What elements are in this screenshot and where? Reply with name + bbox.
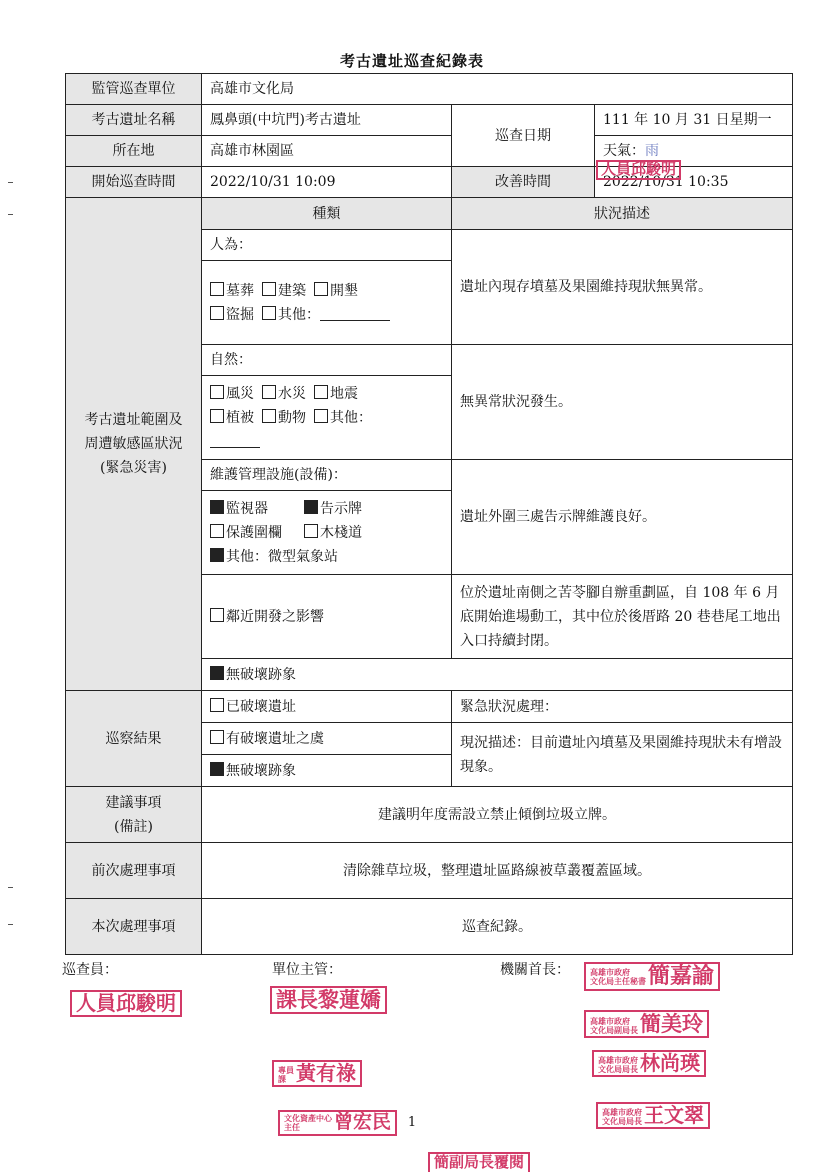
stamp-seal: 課長黎蓮嬌 (270, 986, 387, 1014)
document-title: 考古遺址巡查紀錄表 (339, 52, 484, 70)
checkbox[interactable] (210, 730, 224, 744)
checkbox[interactable] (210, 282, 224, 296)
checkbox-checked[interactable] (210, 500, 224, 514)
blank-line (320, 306, 390, 321)
stamp-seal: 高雄市政府 文化局局長 王文翠 (596, 1102, 710, 1129)
checkbox[interactable] (314, 409, 328, 423)
weather-value: 雨 (645, 143, 659, 159)
checkbox[interactable] (262, 385, 276, 399)
facility-desc: 遺址外圍三處告示牌維護良好。 (452, 460, 793, 575)
result-risk: 有破壞遺址之虞 (202, 723, 452, 755)
current-label: 本次處理事項 (66, 899, 202, 955)
checkbox[interactable] (314, 385, 328, 399)
checkbox-checked[interactable] (210, 548, 224, 562)
checkbox[interactable] (262, 409, 276, 423)
emergency-label: 緊急狀況處理： (452, 691, 793, 723)
improve-label: 改善時間 (452, 167, 595, 198)
human-label: 人為： (202, 230, 452, 261)
facility-options: 監視器 告示牌 保護圍欄 木棧道 其他：微型氣象站 (202, 491, 452, 575)
result-none: 無破壞跡象 (202, 755, 452, 787)
checkbox[interactable] (210, 698, 224, 712)
date-value: 111 年 10 月 31 日星期一 (595, 105, 793, 136)
unit-label: 監管巡查單位 (66, 74, 202, 105)
checkbox-checked[interactable] (304, 500, 318, 514)
blank-line (210, 433, 260, 448)
col-type: 種類 (202, 198, 452, 230)
checkbox-checked[interactable] (210, 666, 224, 680)
margin-mark (8, 887, 13, 888)
unit-value: 高雄市文化局 (202, 74, 793, 105)
result-label: 巡察結果 (66, 691, 202, 787)
inspector-label: 巡查員： (62, 962, 118, 978)
nature-desc: 無異常狀況發生。 (452, 345, 793, 460)
facility-label: 維護管理設施(設備)： (202, 460, 452, 491)
location-label: 所在地 (66, 136, 202, 167)
stamp-seal: 人員邱駿明 (70, 990, 182, 1017)
suggest-value: 建議明年度需設立禁止傾倒垃圾立牌。 (202, 787, 793, 843)
checkbox[interactable] (210, 524, 224, 538)
current-value: 巡查紀錄。 (202, 899, 793, 955)
improve-value: 2022/10/31 10:35 (595, 167, 793, 198)
checkbox[interactable] (262, 282, 276, 296)
result-damaged: 已破壞遺址 (202, 691, 452, 723)
checkbox[interactable] (210, 409, 224, 423)
start-value: 2022/10/31 10:09 (202, 167, 452, 198)
checkbox[interactable] (210, 306, 224, 320)
nearby-option: 鄰近開發之影響 (202, 575, 452, 659)
location-value: 高雄市林園區 (202, 136, 452, 167)
checkbox[interactable] (304, 524, 318, 538)
checkbox[interactable] (210, 608, 224, 622)
supervisor-label: 單位主管： (272, 962, 342, 978)
margin-mark (8, 924, 13, 925)
checkbox[interactable] (314, 282, 328, 296)
nature-options: 風災 水災 地震 植被 動物 其他： (202, 376, 452, 460)
col-desc: 狀況描述 (452, 198, 793, 230)
stamp-seal: 高雄市政府 文化局局長 林尚瑛 (592, 1050, 706, 1077)
status-section-label: 考古遺址範圍及 周遭敏感區狀況 (緊急災害) (66, 198, 202, 691)
stamp-seal: 高雄市政府 文化局主任秘書簡嘉諭 (584, 962, 720, 991)
start-label: 開始巡查時間 (66, 167, 202, 198)
nature-label: 自然： (202, 345, 452, 376)
nearby-desc: 位於遺址南側之苦苓腳自辦重劃區，自 108 年 6 月底開始進場動工，其中位於後厝路 20 巷巷尾工地出入口持續封閉。 (452, 575, 793, 659)
inspection-form (65, 73, 792, 953)
checkbox[interactable] (210, 385, 224, 399)
stamp-seal: 文化資產中心 主任 曾宏民 (278, 1110, 397, 1136)
site-label: 考古遺址名稱 (66, 105, 202, 136)
page-number: 1 (407, 1115, 417, 1130)
checkbox[interactable] (262, 306, 276, 320)
human-desc: 遺址內現存墳墓及果園維持現狀無異常。 (452, 230, 793, 345)
current-status: 現況描述：目前遺址內墳墓及果園維持現狀未有增設現象。 (452, 723, 793, 787)
checkbox-checked[interactable] (210, 762, 224, 776)
date-label: 巡查日期 (452, 105, 595, 167)
stamp-seal: 簡副局長覆閱 (428, 1152, 530, 1172)
weather-label: 天氣： (603, 143, 645, 159)
suggest-label: 建議事項 (備註) (66, 787, 202, 843)
previous-value: 清除雜草垃圾，整理遺址區路線被草叢覆蓋區域。 (202, 843, 793, 899)
site-value: 鳳鼻頭(中坑門)考古遺址 (202, 105, 452, 136)
chief-label: 機關首長： (500, 962, 570, 978)
stamp-seal: 專員 課 黃有祿 (272, 1060, 362, 1087)
margin-mark (8, 214, 13, 215)
stamp-seal: 人員邱駿明 (596, 160, 681, 180)
human-options: 墓葬 建築 開墾 盜掘 其他： (202, 261, 452, 345)
no-damage-option: 無破壞跡象 (202, 659, 793, 691)
stamp-seal: 高雄市政府 文化局副局長簡美玲 (584, 1010, 709, 1038)
margin-mark (8, 182, 13, 183)
previous-label: 前次處理事項 (66, 843, 202, 899)
